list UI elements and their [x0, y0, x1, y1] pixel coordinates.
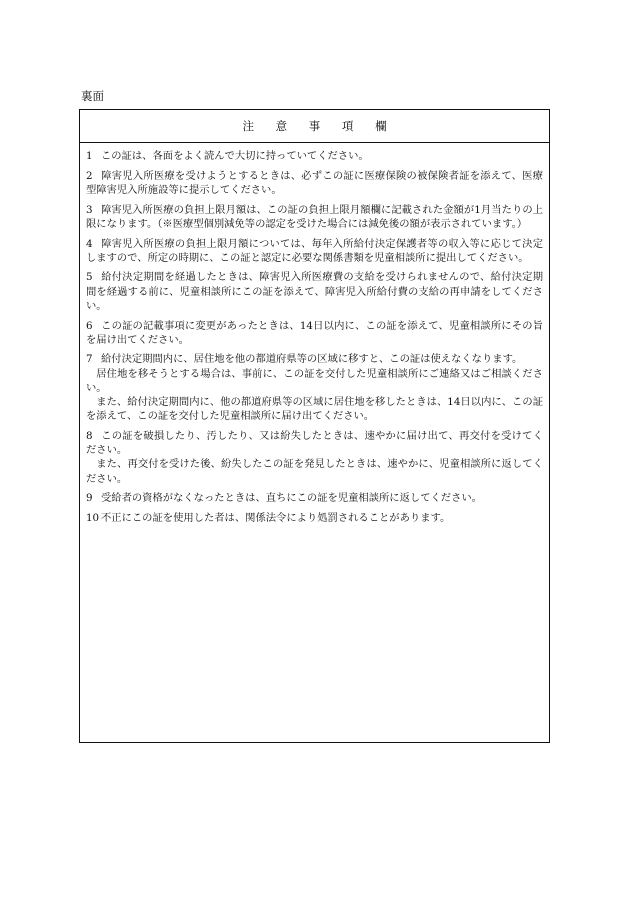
header-char: 欄 [375, 119, 387, 133]
item-subparagraph: また、給付決定期間内に、他の都道府県等の区域に居住地を移したときは、14日以内に、この証を添えて、この証を交付した児童相談所に届け出てください。 [86, 396, 543, 423]
notice-items [80, 143, 549, 525]
notice-item-5 [86, 270, 543, 313]
notice-item-3 [86, 203, 543, 231]
item-number: 9 [86, 492, 93, 505]
header-char: 意 [275, 119, 288, 133]
item-text: 障害児入所医療を受けようとするときは、必ずこの証に医療保険の被保険者証を添えて、医療型障害児入所施設等に提示してください。 [86, 169, 543, 196]
header-char: 注 [242, 119, 254, 133]
item-text: 給付決定期間を経過したときは、障害児入所医療費の支給を受けられませんので、給付決定期間を経過する前に、児童相談所にこの証を添えて、障害児入所給付費の支給の再申請をしてください。 [86, 271, 543, 312]
item-subparagraph: また、再交付を受けた後、紛失したこの証を発見したときは、速やかに、児童相談所に返してください。 [86, 458, 543, 485]
notice-table [79, 109, 550, 743]
item-text: 給付決定期間内に、居住地を他の都道府県等の区域に移すと、この証は使えなくなります。 [101, 353, 523, 366]
item-text: この証を破損したり、汚したり、又は紛失したときは、速やかに届け出て、再交付を受けてください。 [86, 429, 543, 457]
notice-item-10 [86, 511, 543, 525]
item-text: 障害児入所医療の負担上限月額は、この証の負担上限月額欄に記載された金額が1月当たりの上限になります。（※医療型個別減免等の認定を受けた場合には減免後の額が表示されています。） [86, 203, 543, 230]
item-number: 7 [86, 353, 93, 366]
item-text: 不正にこの証を使用した者は、関係法令により処罰されることがあります。 [101, 511, 451, 524]
notice-item-9 [86, 491, 543, 505]
item-number: 1 [86, 150, 93, 162]
item-number: 3 [86, 203, 93, 216]
item-number: 6 [86, 319, 93, 332]
item-text: 障害児入所医療の負担上限月額については、毎年入所給付決定保護者等の収入等に応じて決定しますので、所定の時期に、この証と認定に必要な関係書類を児童相談所に提出してください。 [86, 237, 543, 264]
item-number: 8 [86, 429, 93, 442]
notice-item-6 [86, 319, 543, 347]
notice-item-1 [86, 149, 543, 163]
item-number: 2 [86, 169, 93, 182]
notice-item-7 [86, 352, 543, 423]
item-subparagraph: 居住地を移そうとする場合は、事前に、この証を交付した児童相談所にご連絡又はご相談ください。 [86, 367, 543, 394]
notice-item-2 [86, 169, 543, 197]
item-text: この証は、各面をよく読んで大切に持っていてください。 [101, 150, 369, 162]
item-text: 受給者の資格がなくなったときは、直ちにこの証を児童相談所に返してください。 [101, 492, 482, 505]
header-char: 事 [308, 119, 321, 133]
notice-item-4 [86, 237, 543, 265]
table-header [80, 110, 549, 143]
header-char: 項 [341, 119, 354, 133]
item-text: この証の記載事項に変更があったときは、14日以内に、この証を添えて、児童相談所にその旨を届け出てください。 [86, 319, 543, 346]
item-number: 5 [86, 271, 93, 284]
item-number: 10 [86, 511, 100, 524]
notice-item-8 [86, 429, 543, 486]
item-number: 4 [86, 237, 93, 250]
back-side-label: 裏面 [81, 89, 104, 103]
